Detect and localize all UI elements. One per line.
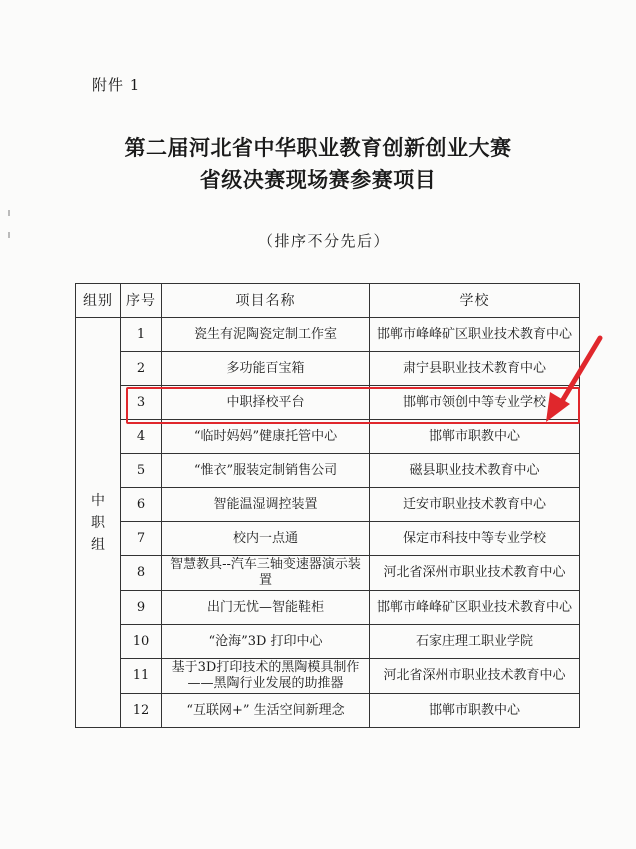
project-cell: 智慧教具--汽车三轴变速器演示装置 xyxy=(162,556,370,591)
table-row xyxy=(76,591,580,625)
header-group: 组别 xyxy=(76,284,121,318)
document-subtitle: （排序不分先后） xyxy=(257,232,390,250)
school-cell: 邯郸市领创中等专业学校 xyxy=(370,386,580,420)
projects-table xyxy=(75,283,580,728)
table-row xyxy=(76,694,580,728)
project-cell: 瓷生有泥陶瓷定制工作室 xyxy=(162,318,370,352)
school-cell: 邯郸市职教中心 xyxy=(370,694,580,728)
table-row xyxy=(76,625,580,659)
project-cell: 基于3D打印技术的黑陶模具制作——黑陶行业发展的助推器 xyxy=(162,659,370,694)
scan-margin-mark xyxy=(8,210,10,216)
seq-cell: 1 xyxy=(121,318,162,352)
school-cell: 保定市科技中等专业学校 xyxy=(370,522,580,556)
table-row xyxy=(76,318,580,352)
school-cell: 邯郸市职教中心 xyxy=(370,420,580,454)
seq-cell: 12 xyxy=(121,694,162,728)
table-row xyxy=(76,420,580,454)
school-cell: 磁县职业技术教育中心 xyxy=(370,454,580,488)
table-row xyxy=(76,352,580,386)
seq-cell: 8 xyxy=(121,556,162,591)
seq-cell: 6 xyxy=(121,488,162,522)
school-cell: 邯郸市峰峰矿区职业技术教育中心 xyxy=(370,591,580,625)
seq-cell: 9 xyxy=(121,591,162,625)
school-cell: 邯郸市峰峰矿区职业技术教育中心 xyxy=(370,318,580,352)
project-cell: 多功能百宝箱 xyxy=(162,352,370,386)
project-cell: “沧海”3D 打印中心 xyxy=(162,625,370,659)
project-cell: 智能温湿调控装置 xyxy=(162,488,370,522)
table-row xyxy=(76,556,580,591)
header-seq: 序号 xyxy=(121,284,162,318)
seq-cell: 11 xyxy=(121,659,162,694)
school-cell: 河北省深州市职业技术教育中心 xyxy=(370,659,580,694)
project-cell: “互联网+” 生活空间新理念 xyxy=(162,694,370,728)
header-school: 学校 xyxy=(370,284,580,318)
document-title-line1: 第二届河北省中华职业教育创新创业大赛 xyxy=(124,135,512,160)
document-title-line2: 省级决赛现场赛参赛项目 xyxy=(199,167,437,192)
seq-cell: 2 xyxy=(121,352,162,386)
project-cell: 出门无忧—智能鞋柜 xyxy=(162,591,370,625)
seq-cell: 3 xyxy=(121,386,162,420)
red-arrow-icon xyxy=(540,330,610,425)
school-cell: 河北省深州市职业技术教育中心 xyxy=(370,556,580,591)
project-cell: 校内一点通 xyxy=(162,522,370,556)
scan-margin-mark xyxy=(8,232,10,238)
group-cell xyxy=(76,318,121,728)
header-project: 项目名称 xyxy=(162,284,370,318)
table-header-row xyxy=(76,284,580,318)
project-cell: “临时妈妈”健康托管中心 xyxy=(162,420,370,454)
school-cell: 迁安市职业技术教育中心 xyxy=(370,488,580,522)
group-char: 组 xyxy=(91,536,105,553)
seq-cell: 4 xyxy=(121,420,162,454)
table-row xyxy=(76,454,580,488)
row-3-highlight-box xyxy=(126,387,580,424)
table-row xyxy=(76,488,580,522)
project-cell: 中职择校平台 xyxy=(162,386,370,420)
project-cell: “惟衣”服装定制销售公司 xyxy=(162,454,370,488)
attachment-label: 附件 1 xyxy=(92,76,141,94)
group-char: 职 xyxy=(91,514,105,531)
group-char: 中 xyxy=(91,492,105,509)
school-cell: 石家庄理工职业学院 xyxy=(370,625,580,659)
seq-cell: 5 xyxy=(121,454,162,488)
seq-cell: 10 xyxy=(121,625,162,659)
school-cell: 肃宁县职业技术教育中心 xyxy=(370,352,580,386)
table-row xyxy=(76,522,580,556)
seq-cell: 7 xyxy=(121,522,162,556)
table-row xyxy=(76,659,580,694)
